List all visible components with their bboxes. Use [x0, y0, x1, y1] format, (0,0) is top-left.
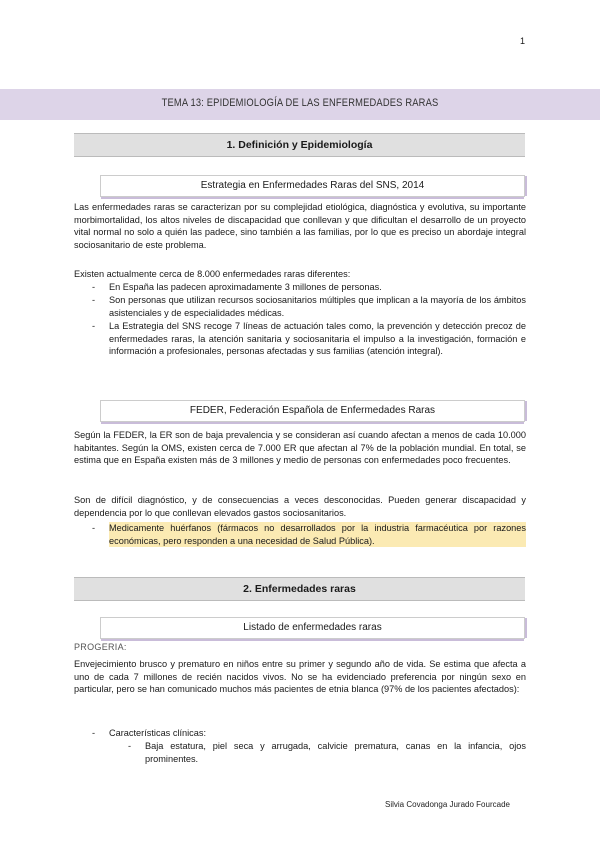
box-sideline	[525, 401, 527, 421]
bullet-dash: -	[92, 523, 96, 533]
bullet-dash: -	[92, 282, 96, 292]
section-1-heading: 1. Definición y Epidemiología	[74, 133, 525, 157]
huerfanos-highlight: Medicamente huérfanos (fármacos no desarrollados por la industria farmacéutica por razones económicas, pero responden a una necesidad de Salud Pública).	[109, 523, 526, 546]
box-feder-title	[100, 400, 525, 422]
estrategia-paragraph: Las enfermedades raras se caracterizan por su complejidad etiológica, diagnóstica y evolutiva, su importante morbimortalidad, los altos niveles de discapacidad que conllevan y que dificultan el desarrollo de un proyecto vital normal no solo a quién las padece, sino también a las familias, por lo que es preciso un abordaje integral sociosanitario de este problema.	[74, 202, 526, 250]
box-underline	[101, 422, 524, 424]
box-estrategia-title	[100, 175, 525, 197]
box-estrategia-label: Estrategia en Enfermedades Raras del SNS, 2014	[200, 180, 425, 191]
footer-author: Silvia Covadonga Jurado Fourcade	[385, 800, 510, 809]
box-listado-label: Listado de enfermedades raras	[243, 622, 382, 633]
box-listado-title	[100, 617, 525, 639]
topic-title: TEMA 13: EPIDEMIOLOGÍA DE LAS ENFERMEDADES RARAS	[161, 97, 439, 109]
box-underline	[101, 639, 524, 641]
box-underline	[101, 197, 524, 199]
sub-bullet-dash: -	[128, 741, 132, 751]
page-number: 1	[520, 36, 526, 46]
feder-paragraph: Según la FEDER, la ER son de baja prevalencia y se consideran así cuando afectan a menos de cada 10.000 habitantes. Según la OMS, existen cerca de 7.000 ER que afectan al 7% de la población mundial. En total, se estima que en España existen más de 3 millones y medio de personas con enfermedades poco frecuentes.	[74, 430, 526, 466]
estrategia-bullet-1: En España las padecen aproximadamente 3 millones de personas.	[109, 282, 382, 292]
bullet-dash: -	[92, 728, 96, 738]
section-2-heading: 2. Enfermedades raras	[74, 577, 525, 601]
estrategia-intro: Existen actualmente cerca de 8.000 enfermedades raras diferentes:	[74, 269, 351, 279]
estrategia-bullet-2: Son personas que utilizan recursos sociosanitarios múltiples que implican a la mayoría de los ámbitos asistenciales y de especialidades médicas.	[109, 295, 526, 318]
progeria-sub-bullet: Baja estatura, piel seca y arrugada, calvicie prematura, canas en la infancia, ojos prominentes.	[145, 741, 526, 764]
bullet-dash: -	[92, 295, 96, 305]
box-sideline	[525, 618, 527, 638]
feder-paragraph-2: Son de difícil diagnóstico, y de consecuencias a veces desconocidas. Pueden generar discapacidad y dependencia por lo que conllevan elevados gastos sociosanitarios.	[74, 495, 526, 518]
progeria-paragraph: Envejecimiento brusco y prematuro en niños entre su primer y segundo año de vida. Se estima que afecta a uno de cada 7 millones de recién nacidos vivos. No se ha evidenciado preferencia por ningún sexo en particular, pero se han comunicado muchos más pacientes de etnia blanca (97% de los pacientes afectados):	[74, 659, 526, 695]
progeria-heading: PROGERIA:	[74, 642, 127, 652]
progeria-bullet: Características clínicas:	[109, 728, 207, 738]
box-sideline	[525, 176, 527, 196]
estrategia-bullet-3: La Estrategia del SNS recoge 7 líneas de actuación tales como, la prevención y detección precoz de enfermedades raras, la atención sanitaria y sociosanitaria el impulso a la investigación, formación e información a profesionales, personas afectadas y sus familias (atención integral).	[109, 321, 526, 357]
bullet-dash: -	[92, 321, 96, 331]
box-feder-label: FEDER, Federación Española de Enfermedades Raras	[189, 405, 436, 416]
